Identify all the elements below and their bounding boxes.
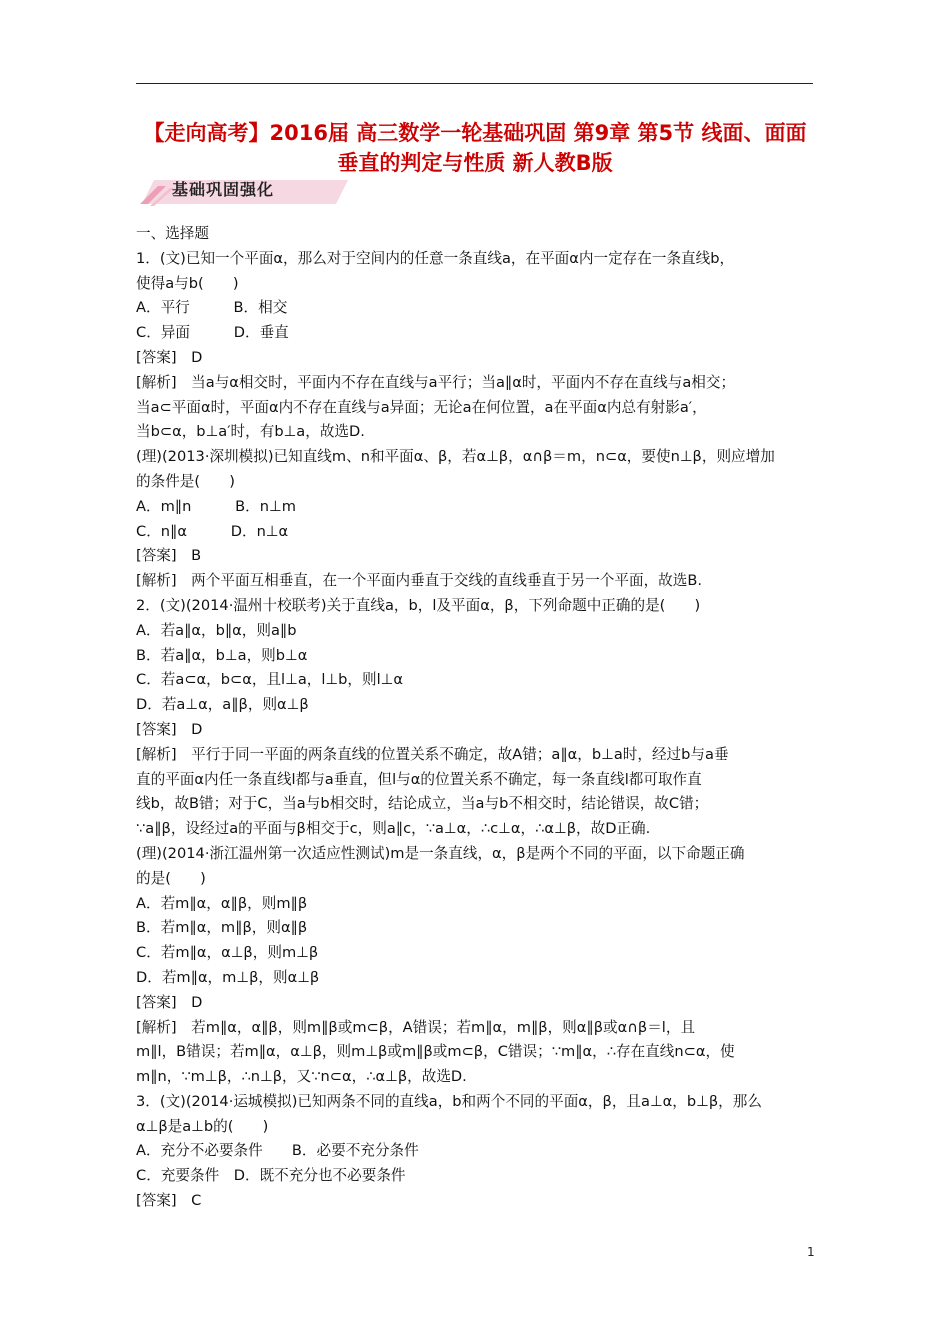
title-line-1: 【走向高考】2016届 高三数学一轮基础巩固 第9章 第5节 线面、面面: [143, 121, 807, 145]
text-line: A．平行 B．相交: [136, 299, 288, 317]
text-line: α⊥β是a⊥b的( ): [136, 1117, 269, 1135]
header-rule: [136, 83, 813, 84]
text-line: [解析] 若m∥α，α∥β，则m∥β或m⊂β，A错误；若m∥α，m∥β，则α∥β或α∩β＝l，且: [136, 1018, 696, 1036]
text-line: B．若a∥α，b⊥a，则b⊥α: [136, 646, 308, 664]
text-line: 一、选择题: [136, 225, 209, 242]
text-line: A．若m∥α，α∥β，则m∥β: [136, 894, 308, 912]
text-line: [答案] D: [136, 993, 203, 1011]
text-line: C．充要条件 D．既不充分也不必要条件: [136, 1167, 406, 1185]
text-line: 的是( ): [136, 869, 206, 887]
text-line: [答案] D: [136, 720, 203, 738]
text-line: A．充分不必要条件 B．必要不充分条件: [136, 1142, 419, 1160]
text-line: 1．(文)已知一个平面α，那么对于空间内的任意一条直线a，在平面α内一定存在一条直线b，: [136, 249, 735, 267]
text-line: 直的平面α内任一条直线l都与a垂直，但l与α的位置关系不确定，每一条直线l都可取作直: [136, 770, 702, 788]
text-line: C．n∥α D．n⊥α: [136, 522, 289, 540]
text-line: 线b，故B错；对于C，当a与b相交时，结论成立，当a与b不相交时，结论错误，故C错；: [136, 795, 709, 813]
text-line: (理)(2014·浙江温州第一次适应性测试)m是一条直线，α，β是两个不同的平面，以下命题正确: [136, 844, 745, 862]
document-title: [120, 118, 830, 178]
text-line: 使得a与b( ): [136, 274, 239, 292]
page-number: 1: [807, 1245, 815, 1259]
text-line: [解析] 当a与α相交时，平面内不存在直线与a平行；当a∥α时，平面内不存在直线与a相交；: [136, 373, 736, 391]
text-line: 当b⊂α，b⊥a′时，有b⊥a，故选D.: [136, 423, 365, 441]
text-line: ∵a∥β，设经过a的平面与β相交于c，则a∥c，∵a⊥α，∴c⊥α，∴α⊥β，故D正确.: [136, 820, 651, 838]
text-line: C．若m∥α，α⊥β，则m⊥β: [136, 944, 319, 962]
section-banner: [136, 176, 348, 208]
text-line: 2．(文)(2014·温州十校联考)关于直线a，b，l及平面α，β，下列命题中正确的是( ): [136, 596, 701, 614]
text-line: A．若a∥α，b∥α，则a∥b: [136, 621, 297, 639]
text-line: m∥n，∵m⊥β，∴n⊥β，又∵n⊂α，∴α⊥β，故选D.: [136, 1068, 467, 1086]
title-line-2: 垂直的判定与性质 新人教B版: [337, 151, 613, 175]
text-line: D．若a⊥α，a∥β，则α⊥β: [136, 696, 309, 714]
text-line: (理)(2013·深圳模拟)已知直线m、n和平面α、β，若α⊥β，α∩β＝m，n⊂α，要使n⊥β，则应增加: [136, 448, 775, 466]
text-line: [解析] 两个平面互相垂直，在一个平面内垂直于交线的直线垂直于另一个平面，故选B.: [136, 572, 703, 590]
text-line: C．异面 D．垂直: [136, 324, 289, 342]
text-line: [答案] D: [136, 348, 203, 366]
document-body: [136, 222, 816, 1214]
text-line: B．若m∥α，m∥β，则α∥β: [136, 919, 308, 937]
text-line: 3．(文)(2014·运城模拟)已知两条不同的直线a，b和两个不同的平面α，β，且a⊥α，b⊥β，那么: [136, 1092, 762, 1110]
text-line: [答案] B: [136, 547, 202, 565]
text-line: m∥l，B错误；若m∥α，α⊥β，则m⊥β或m∥β或m⊂β，C错误；∵m∥α，∴存在直线n⊂α，使: [136, 1043, 735, 1061]
banner-title: 基础巩固强化: [172, 180, 275, 199]
text-line: D．若m∥α，m⊥β，则α⊥β: [136, 968, 320, 986]
text-line: 的条件是( ): [136, 472, 235, 490]
text-line: A．m∥n B．n⊥m: [136, 497, 296, 515]
text-line: [答案] C: [136, 1192, 202, 1210]
text-line: 当a⊂平面α时，平面α内不存在直线与a异面；无论a在何位置，a在平面α内总有射影a′，: [136, 398, 707, 416]
text-line: [解析] 平行于同一平面的两条直线的位置关系不确定，故A错；a∥α，b⊥a时，经过b与a垂: [136, 745, 729, 763]
text-line: C．若a⊂α，b⊂α，且l⊥a，l⊥b，则l⊥α: [136, 671, 403, 689]
